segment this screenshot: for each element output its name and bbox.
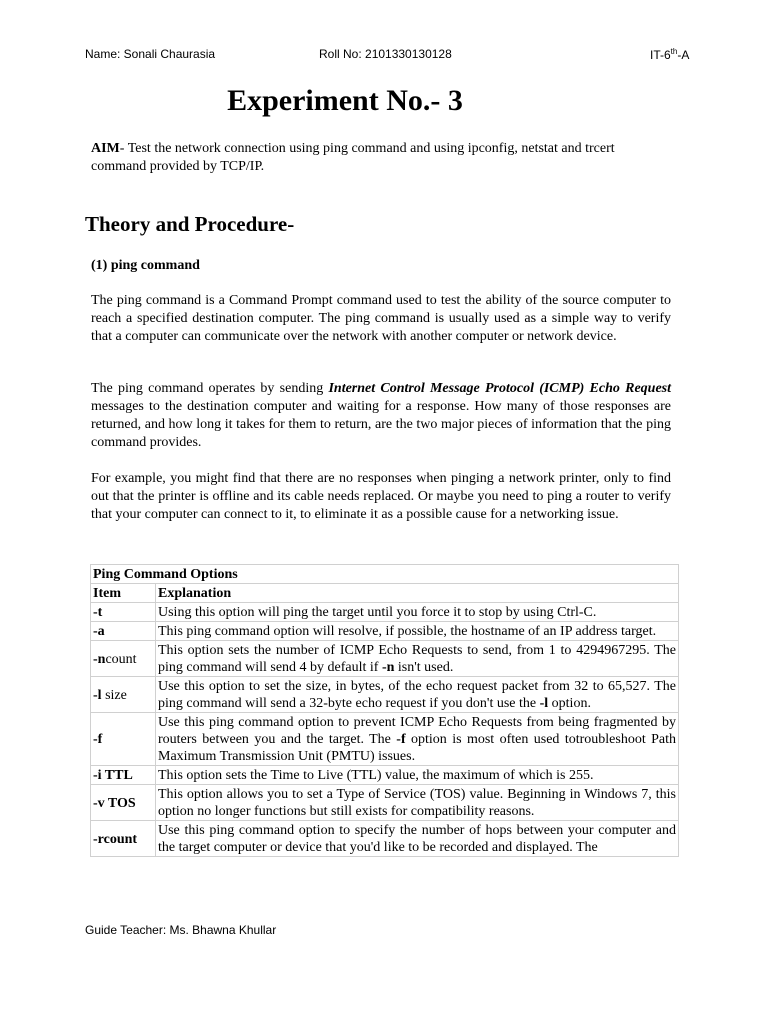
ping-section-heading: (1) ping command xyxy=(91,258,200,273)
option-description xyxy=(156,713,679,766)
table-row xyxy=(91,603,679,622)
page-title: Experiment No.- 3 xyxy=(227,84,463,117)
desc-part: isn't used. xyxy=(394,660,454,675)
class-superscript: th xyxy=(670,47,678,56)
p2-pre: The ping command operates by sending xyxy=(91,381,329,396)
p2-post: messages to the destination computer and waiting for a response. How many of those responses are returned, and how long it takes for them to return, are the two major pieces of information that the ping command provides. xyxy=(91,399,671,450)
table-row xyxy=(91,677,679,713)
table-row xyxy=(91,641,679,677)
option-description: Use this ping command option to specify the number of hops between your computer and the target computer or device that you'd like to be recorded and displayed. The xyxy=(156,821,679,857)
p2-emphasis: Internet Control Message Protocol (ICMP) Echo Request xyxy=(328,381,671,396)
table-row xyxy=(91,785,679,821)
option-param: size xyxy=(101,687,127,703)
ping-paragraph-3: For example, you might find that there are no responses when pinging a network printer, only to find out that the printer is offline and its cable needs replaced. Or maybe you need to ping a router to verify that your computer can connect to it, to eliminate it as a possible cause for a networking issue. xyxy=(91,471,671,522)
class-prefix: IT-6 xyxy=(650,48,671,62)
theory-heading xyxy=(85,212,294,237)
option-description: This option sets the Time to Live (TTL) value, the maximum of which is 255. xyxy=(156,766,679,785)
header-item: Item xyxy=(91,584,156,603)
option-name: -l xyxy=(93,687,102,703)
table-caption-row xyxy=(91,565,679,584)
desc-part: option. xyxy=(548,696,591,711)
option-name: -n xyxy=(93,651,106,667)
desc-part: Use this ping command option to prevent ICMP Echo Requests from being fragmented by routers between you and the target. The xyxy=(158,715,676,747)
aim-paragraph xyxy=(91,140,671,176)
option-name: -i TTL xyxy=(93,768,133,783)
option-description xyxy=(156,677,679,713)
desc-part: Use this option to set the size, in bytes, of the echo request packet from 32 to 65,527. The ping command will send a 32-byte echo request if you don't use the xyxy=(158,679,676,711)
table-row xyxy=(91,766,679,785)
table-row xyxy=(91,622,679,641)
desc-part: This option sets the number of ICMP Echo Requests to send, from 1 to 4294967295. The ping command will send 4 by default if xyxy=(158,643,676,675)
student-name: Name: Sonali Chaurasia xyxy=(85,47,216,61)
class-suffix: -A xyxy=(677,48,690,62)
table-caption: Ping Command Options xyxy=(91,565,679,584)
theory-heading-text: Theory and Procedure xyxy=(85,212,288,236)
option-description: This option allows you to set a Type of Service (TOS) value. Beginning in Windows 7, this option no longer functions but still exists for compatibility reasons. xyxy=(156,785,679,821)
guide-teacher: Guide Teacher: Ms. Bhawna Khullar xyxy=(85,923,277,937)
option-name: -f xyxy=(93,732,103,747)
desc-bold: -l xyxy=(539,696,549,711)
ping-options-table xyxy=(90,564,679,857)
ping-paragraph-1: The ping command is a Command Prompt command used to test the ability of the source computer to reach a specified destination computer. The ping command is usually used as a simple way to verify that a computer can communicate over the network with another computer or network device. xyxy=(91,293,671,344)
header-explanation: Explanation xyxy=(156,584,679,603)
option-name: -t xyxy=(93,605,103,620)
desc-bold: -f xyxy=(396,732,406,747)
table-row xyxy=(91,713,679,766)
table-row xyxy=(91,821,679,857)
option-name: -a xyxy=(93,624,105,639)
theory-heading-dash: - xyxy=(287,212,295,236)
aim-label: AIM xyxy=(91,141,120,156)
class-section xyxy=(650,47,689,62)
option-description xyxy=(156,641,679,677)
desc-part: option is most often used totroubleshoot Path Maximum Transmission Unit (PMTU) issues. xyxy=(158,732,676,764)
roll-number: Roll No: 2101330130128 xyxy=(319,47,452,61)
option-description: Using this option will ping the target until you force it to stop by using Ctrl-C. xyxy=(156,603,679,622)
option-name: -rcount xyxy=(93,831,138,847)
ping-paragraph-2 xyxy=(91,380,671,452)
option-param: count xyxy=(105,651,137,667)
desc-bold: -n xyxy=(381,660,395,675)
aim-text: - Test the network connection using ping command and using ipconfig, netstat and trcert command provided by TCP/IP. xyxy=(91,141,615,174)
table-header-row xyxy=(91,584,679,603)
option-description: This ping command option will resolve, if possible, the hostname of an IP address target. xyxy=(156,622,679,641)
option-name: -v TOS xyxy=(93,795,136,811)
